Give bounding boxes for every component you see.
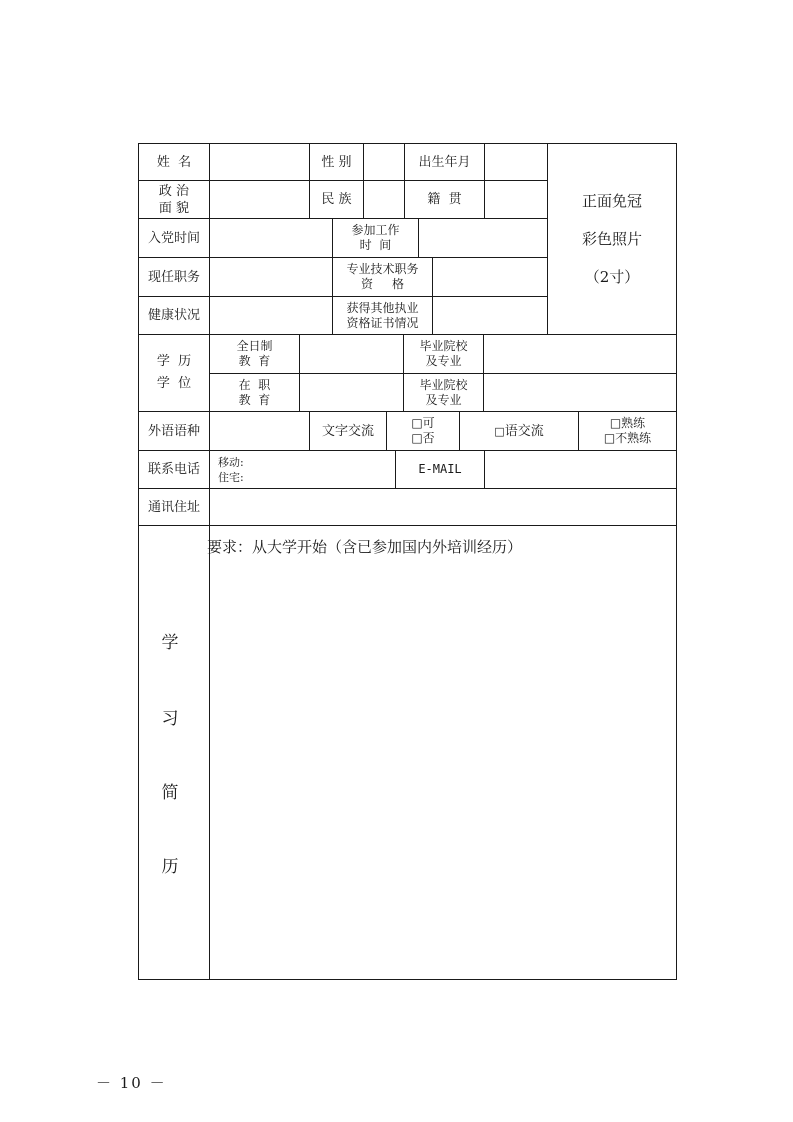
study-char-1: 学 [161,633,179,653]
oral-label-text: 语交流 [504,423,544,439]
fulltime-degree-input[interactable] [300,335,403,373]
political-label-line2: 面 貌 [158,200,190,216]
checkbox-icon: □ [411,416,423,430]
foreign-lang-label: 外语语种 [147,423,200,439]
name-input[interactable] [210,144,309,180]
gender-label: 性 别 [321,154,352,170]
other-cert-label [333,297,432,334]
work-start-label [333,219,418,257]
education-label-line2: 学 位 [156,376,192,391]
birth-label: 出生年月 [418,154,471,170]
written-label: 文字交流 [321,423,374,439]
foreign-lang-input[interactable] [210,412,309,450]
ethnicity-label: 民 族 [321,192,352,207]
inservice-school-label-line2: 及专业 [425,392,462,407]
inservice-label [210,374,299,411]
party-join-input[interactable] [210,219,332,257]
fulltime-school-label [404,335,483,373]
inservice-label-line1: 在 职 [238,377,271,392]
study-char-2: 习 [161,709,179,729]
inservice-label-line2: 教 育 [238,392,271,407]
political-label-line1: 政 治 [158,183,190,199]
row-line [138,525,677,526]
oral-label [460,412,578,450]
table-border-right [676,143,677,980]
oral-option-fluent-label: 熟练 [621,416,646,430]
other-cert-label-line2: 资格证书情况 [346,315,419,330]
oral-option-not-fluent[interactable] [604,431,651,446]
mobile-label[interactable]: 移动: [218,455,244,469]
tech-title-input[interactable] [433,258,547,296]
fulltime-school-input[interactable] [484,335,676,373]
other-cert-input[interactable] [433,297,547,334]
work-start-input[interactable] [419,219,547,257]
political-input[interactable] [210,181,309,218]
inservice-degree-input[interactable] [300,374,403,411]
page-number: － 10 － [96,1074,167,1092]
photo-line-1: 正面免冠 [581,192,642,210]
oral-option-fluent[interactable] [610,416,645,431]
study-history-textarea[interactable] [210,560,676,979]
table-border-bottom [138,979,677,980]
work-start-label-line1: 参加工作 [351,223,400,237]
position-label: 现任职务 [147,269,200,285]
phone-inputs [218,451,388,488]
checkbox-icon: □ [609,416,622,430]
checkbox-icon: □ [603,431,616,445]
oral-option-not-fluent-label: 不熟练 [615,431,652,445]
home-label[interactable]: 住宅: [218,470,244,484]
inservice-school-input[interactable] [484,374,676,411]
position-input[interactable] [210,258,332,296]
email-label: E-MAIL [418,462,462,476]
education-label [139,335,209,411]
fulltime-school-label-line2: 及专业 [425,354,462,368]
study-char-4: 历 [161,857,179,877]
address-input[interactable] [210,489,676,525]
other-cert-label-line1: 获得其他执业 [346,300,419,315]
tech-title-label [333,258,432,296]
photo-placeholder[interactable] [548,144,676,334]
phone-label: 联系电话 [147,462,200,477]
written-option-no-label: 否 [422,431,435,445]
written-option-yes[interactable] [411,416,434,431]
photo-line-3: （2寸） [584,268,640,286]
fulltime-school-label-line1: 毕业院校 [419,339,468,353]
study-requirement: 要求：从大学开始（含已参加国内外培训经历） [207,538,523,556]
ethnicity-input[interactable] [364,181,404,218]
checkbox-icon: □ [494,424,505,438]
birth-input[interactable] [485,144,547,180]
gender-input[interactable] [364,144,404,180]
political-label [139,181,209,218]
fulltime-label [210,335,299,373]
written-option-yes-label: 可 [422,416,435,430]
fulltime-label-line2: 教 育 [238,354,271,368]
health-input[interactable] [210,297,332,334]
inservice-school-label-line1: 毕业院校 [419,377,468,392]
checkbox-icon: □ [411,431,423,445]
party-join-label: 入党时间 [147,230,200,246]
oral-options [579,412,676,450]
name-label: 姓 名 [156,154,192,170]
education-label-line1: 学 历 [156,354,192,369]
work-start-label-line2: 时 间 [359,238,392,252]
written-options [387,412,459,450]
health-label: 健康状况 [147,308,200,323]
tech-title-label-line2: 资 格 [360,277,405,291]
tech-title-label-line1: 专业技术职务 [346,262,419,276]
written-option-no[interactable] [411,431,434,446]
email-input[interactable] [485,451,676,488]
inservice-school-label [404,374,483,411]
native-place-label: 籍 贯 [427,192,462,207]
study-char-3: 简 [161,783,179,803]
photo-line-2: 彩色照片 [581,230,642,248]
native-place-input[interactable] [485,181,547,218]
address-label: 通讯住址 [147,499,200,515]
fulltime-label-line1: 全日制 [236,339,273,353]
